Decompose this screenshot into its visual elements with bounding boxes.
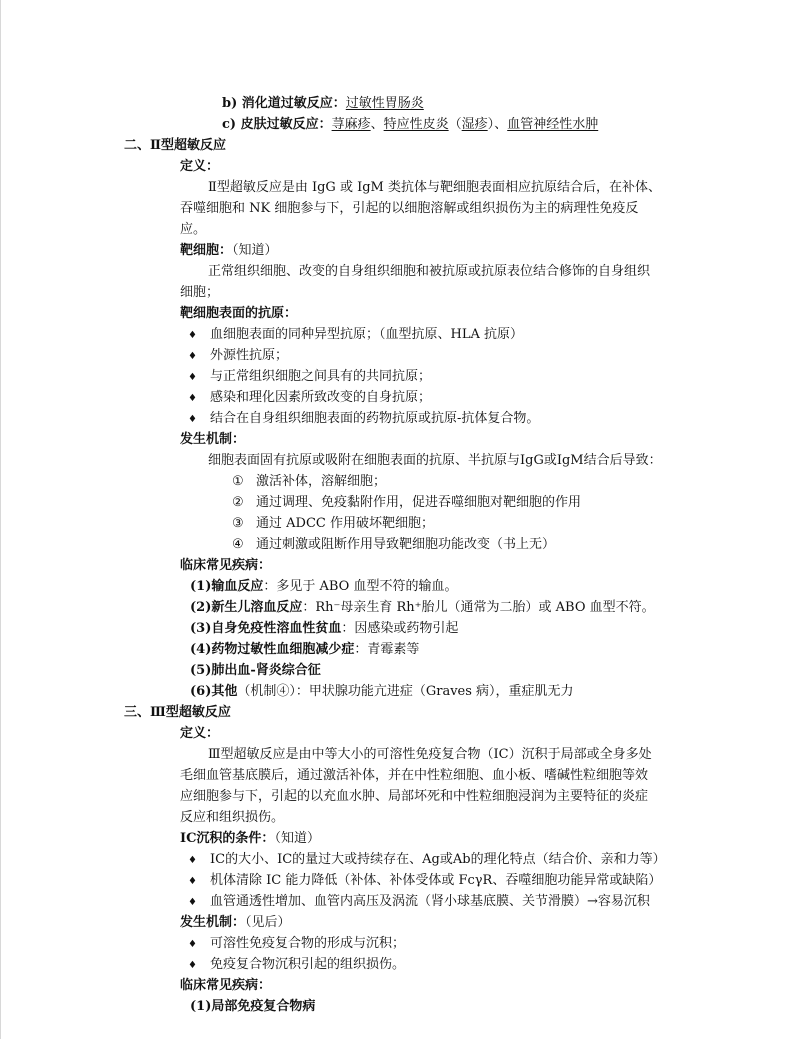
- definition-heading: 定义：: [180, 726, 220, 741]
- allergy-line-c: [222, 115, 598, 135]
- list-item: [188, 409, 539, 430]
- definition-line-4: 反应和组织损伤。: [180, 810, 285, 825]
- list-item: [188, 388, 431, 409]
- disease-label: (6)其他: [190, 684, 238, 699]
- list-item: [188, 325, 523, 346]
- list-item: [188, 850, 666, 871]
- item-number: ③: [232, 516, 244, 531]
- disease-text: ：Rh⁻母亲生育 Rh⁺胎儿（通常为二胎）或 ABO 血型不符。: [302, 600, 655, 615]
- disease-label: (4)药物过敏性血细胞减少症: [190, 642, 355, 657]
- list-text: 血管通透性增加、血管内高压及涡流（肾小球基底膜、关节滑膜）→容易沉积: [210, 894, 650, 909]
- disease-label: (2)新生儿溶血反应: [190, 600, 303, 615]
- heading-note: （知道）: [274, 831, 320, 846]
- line-label: c) 皮肤过敏反应：: [222, 117, 332, 132]
- mechanism-item: [232, 514, 434, 534]
- disease-text: ：因感染或药物引起: [341, 621, 459, 636]
- definition-line-3: 应细胞参与下，引起的以充血水肿、局部坏死和中性粒细胞浸润为主要特征的炎症: [180, 789, 649, 804]
- link-gastroenteritis[interactable]: 过敏性胃肠炎: [345, 96, 424, 111]
- section-2-title: 二、Ⅱ型超敏反应: [124, 138, 226, 153]
- definition-line-1: Ⅱ型超敏反应是由 IgG 或 IgM 类抗体与靶细胞表面相应抗原结合后，在补体、: [208, 180, 661, 195]
- list-text: IC的大小、IC的量过大或持续存在、Ag或Ab的理化特点（结合价、亲和力等）: [210, 852, 666, 867]
- bullet-icon: ♦: [188, 960, 197, 971]
- clinical-heading: 临床常见疾病：: [180, 978, 272, 993]
- heading-text: IC沉积的条件：: [180, 831, 275, 846]
- definition-line-2: 毛细血管基底膜后，通过激活补体，并在中性粒细胞、血小板、嗜碱性粒细胞等效: [180, 768, 649, 783]
- mechanism-intro: 细胞表面固有抗原或吸附在细胞表面的抗原、半抗原与IgG或IgM结合后导致：: [208, 453, 662, 468]
- mechanism-item: [232, 535, 555, 555]
- target-line-2: 细胞；: [180, 285, 220, 300]
- target-line-1: 正常组织细胞、改变的自身组织细胞和被抗原或抗原表位结合修饰的自身组织: [208, 264, 651, 279]
- link-urticaria[interactable]: 荨麻疹: [331, 117, 371, 132]
- separator: 、: [494, 117, 508, 132]
- list-text: 结合在自身组织细胞表面的药物抗原或抗原-抗体复合物。: [210, 411, 540, 426]
- definition-line-1: Ⅲ型超敏反应是由中等大小的可溶性免疫复合物（IC）沉积于局部或全身多处: [208, 747, 652, 762]
- link-atopic-dermatitis[interactable]: 特应性皮炎: [383, 117, 449, 132]
- list-text: 免疫复合物沉积引起的组织损伤。: [210, 957, 406, 972]
- link-angioedema[interactable]: 血管神经性水肿: [507, 117, 599, 132]
- disease-text: （机制④）：甲状腺功能亢进症（Graves 病），重症肌无力: [237, 684, 574, 699]
- definition-line-3: 应。: [180, 222, 207, 237]
- list-item: [188, 871, 661, 892]
- heading-note: （知道）: [232, 243, 278, 258]
- list-text: 与正常组织细胞之间具有的共同抗原；: [210, 369, 432, 384]
- definition-heading: 定义：: [180, 159, 220, 174]
- list-text: 可溶性免疫复合物的形成与沉积；: [210, 936, 406, 951]
- item-number: ②: [232, 495, 244, 510]
- heading-note: （见后）: [245, 915, 291, 930]
- paren-open: （: [448, 117, 462, 132]
- disease-text: ：青霉素等: [354, 642, 420, 657]
- mechanism-item: [232, 472, 386, 492]
- list-item: [188, 346, 288, 367]
- bullet-icon: ♦: [188, 414, 197, 425]
- list-text: 感染和理化因素所致改变的自身抗原；: [210, 390, 432, 405]
- paren-close: ）: [487, 117, 495, 132]
- allergy-line-b: [222, 94, 424, 114]
- list-text: 机体清除 IC 能力降低（补体、补体受体或 FcγR、吞噬细胞功能异常或缺陷）: [210, 873, 662, 888]
- mechanism-heading: [180, 913, 291, 933]
- list-text: 血细胞表面的同种异型抗原；（血型抗原、HLA 抗原）: [210, 327, 523, 342]
- target-cell-heading: [180, 241, 278, 261]
- definition-line-2: 吞噬细胞和 NK 细胞参与下，引起的以细胞溶解或组织损伤为主的病理性免疫反: [180, 201, 639, 216]
- disease-item: (1)局部免疫复合物病: [190, 999, 316, 1014]
- page-edge: [0, 0, 1, 1039]
- bullet-icon: ♦: [188, 351, 197, 362]
- bullet-icon: ♦: [188, 330, 197, 341]
- item-number: ①: [232, 474, 244, 489]
- disease-item: [190, 619, 458, 639]
- item-text: 通过刺激或阻断作用导致靶细胞功能改变（书上无）: [256, 537, 556, 552]
- ic-heading: [180, 829, 320, 849]
- disease-label: (3)自身免疫性溶血性贫血: [190, 621, 342, 636]
- bullet-icon: ♦: [188, 876, 197, 887]
- heading-text: 发生机制：: [180, 915, 246, 930]
- list-item: [188, 955, 405, 976]
- disease-item: [190, 640, 419, 660]
- list-text: 外源性抗原；: [210, 348, 289, 363]
- mechanism-heading: 发生机制：: [180, 432, 246, 447]
- disease-item: [190, 577, 457, 597]
- disease-item: [190, 598, 655, 618]
- link-eczema[interactable]: 湿疹: [461, 117, 488, 132]
- bullet-icon: ♦: [188, 393, 197, 404]
- disease-label: (1)输血反应: [190, 579, 264, 594]
- list-item: [188, 892, 650, 913]
- bullet-icon: ♦: [188, 939, 197, 950]
- item-text: 通过 ADCC 作用破坏靶细胞；: [256, 516, 434, 531]
- antigen-heading: 靶细胞表面的抗原：: [180, 306, 298, 321]
- mechanism-item: [232, 493, 581, 513]
- item-text: 激活补体，溶解细胞；: [256, 474, 387, 489]
- bullet-icon: ♦: [188, 372, 197, 383]
- clinical-heading: 临床常见疾病：: [180, 558, 272, 573]
- bullet-icon: ♦: [188, 855, 197, 866]
- line-label: b) 消化道过敏反应：: [222, 96, 346, 111]
- disease-item: [190, 661, 321, 681]
- section-3-title: 三、Ⅲ型超敏反应: [124, 705, 231, 720]
- bullet-icon: ♦: [188, 897, 197, 908]
- item-text: 通过调理、免疫黏附作用，促进吞噬细胞对靶细胞的作用: [256, 495, 582, 510]
- disease-text: ：多见于 ABO 血型不符的输血。: [263, 579, 458, 594]
- item-number: ④: [232, 537, 244, 552]
- separator: 、: [370, 117, 384, 132]
- disease-label: (5)肺出血-肾炎综合征: [190, 663, 321, 678]
- list-item: [188, 367, 431, 388]
- list-item: [188, 934, 405, 955]
- heading-text: 靶细胞：: [180, 243, 233, 258]
- disease-item: [190, 682, 574, 702]
